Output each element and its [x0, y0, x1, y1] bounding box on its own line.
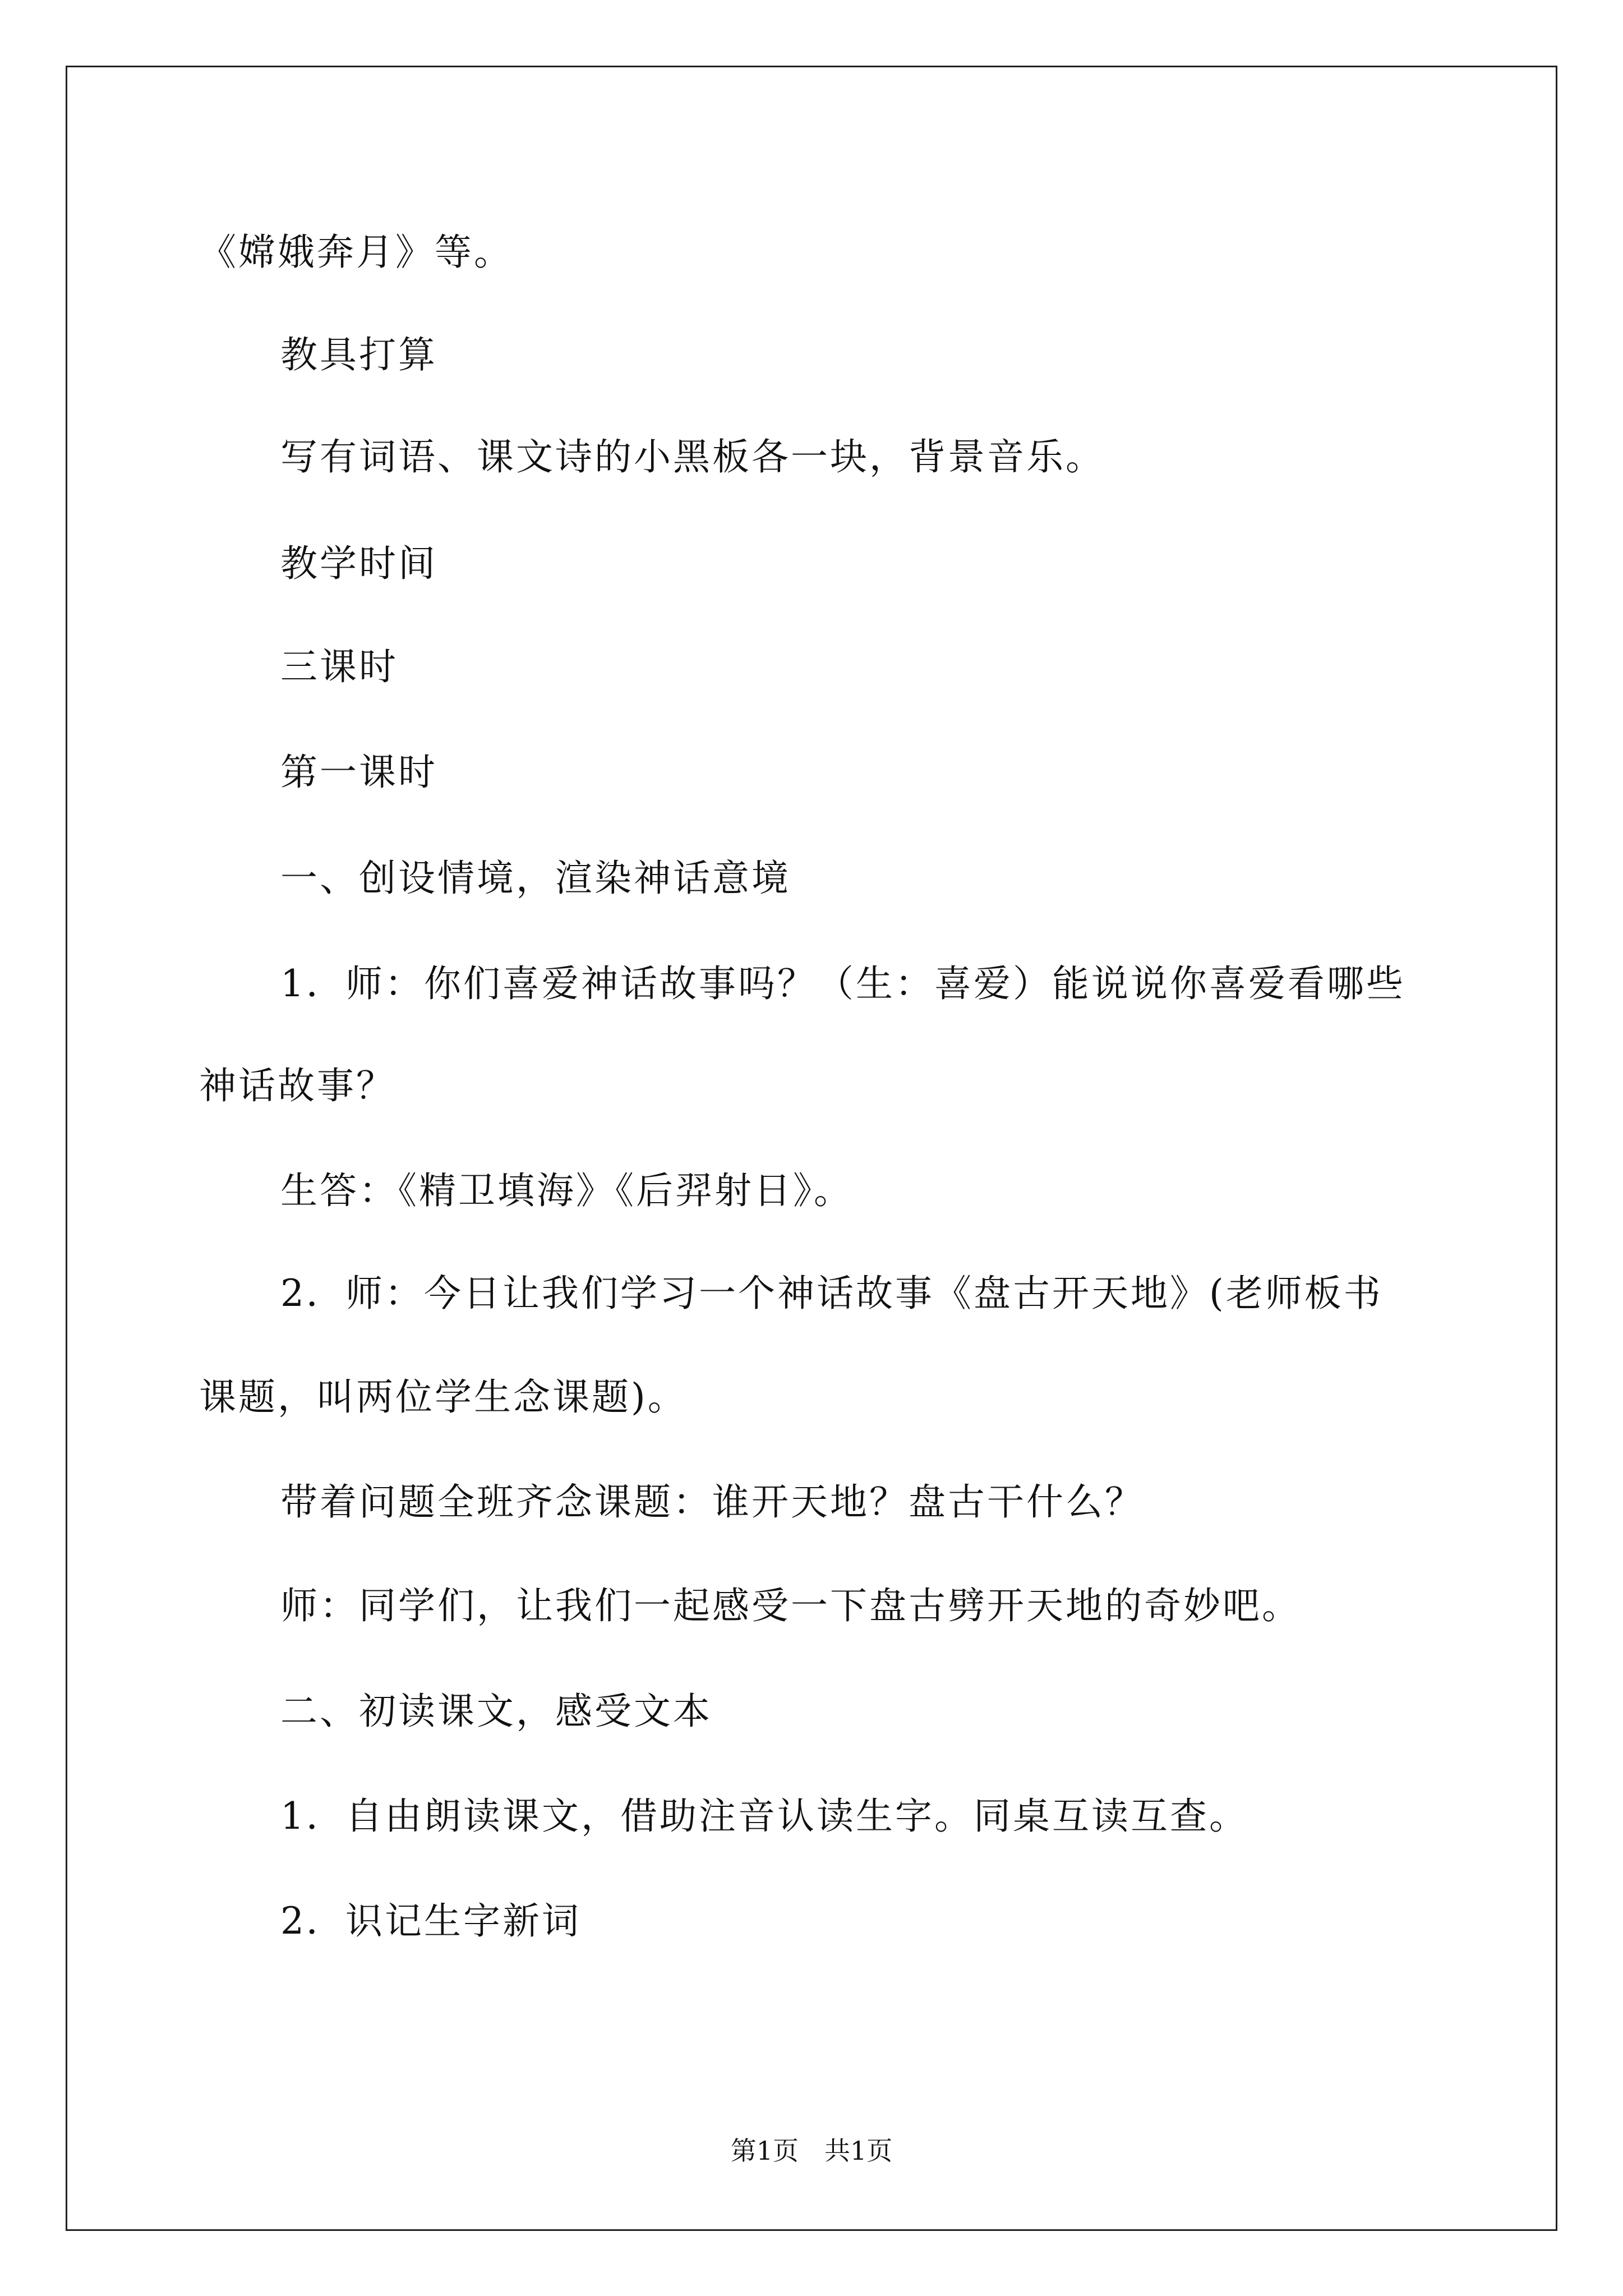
paragraph-line: 神话故事？ [199, 1064, 395, 1107]
paragraph-line: 生答：《精卫填海》《后羿射日》。 [280, 1169, 853, 1212]
section-heading: 第一课时 [280, 751, 437, 794]
section-heading: 教学时间 [280, 542, 437, 585]
paragraph-line: 师：同学们，让我们一起感受一下盘古劈开天地的奇妙吧。 [280, 1584, 1301, 1627]
paragraph-line: 1．师：你们喜爱神话故事吗？（生：喜爱）能说说你喜爱看哪些 [280, 962, 1405, 1005]
page-number: 第1页 共1页 [730, 2136, 893, 2166]
paragraph-line: 《嫦娥奔月》等。 [199, 231, 513, 274]
paragraph-line: 1．自由朗读课文，借助注音认读生字。同桌互读互查。 [280, 1795, 1248, 1838]
paragraph-line: 写有词语、课文诗的小黑板各一块，背景音乐。 [280, 435, 1105, 478]
section-heading: 教具打算 [280, 333, 437, 376]
section-heading: 二、初读课文，感受文本 [280, 1690, 712, 1733]
paragraph-line: 带着问题全班齐念课题：谁开天地？盘古干什么？ [280, 1480, 1144, 1524]
section-heading: 一、创设情境，渲染神话意境 [280, 857, 791, 900]
paragraph-line: 2．师：今日让我们学习一个神话故事《盘古开天地》(老师板书 [280, 1272, 1383, 1315]
paragraph-line: 课题，叫两位学生念课题)。 [199, 1375, 687, 1419]
paragraph-line: 三课时 [280, 645, 398, 688]
paragraph-line: 2．识记生字新词 [280, 1899, 581, 1943]
